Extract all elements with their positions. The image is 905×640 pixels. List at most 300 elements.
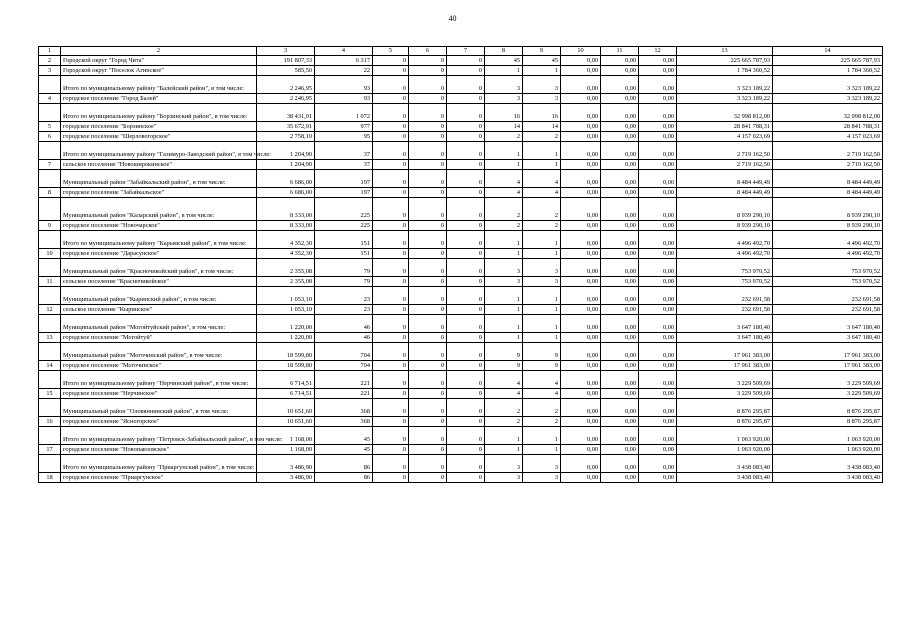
value-cell: 1 [485, 231, 523, 249]
value-cell: 0 [447, 231, 485, 249]
value-cell: 1 063 920,00 [773, 427, 883, 445]
value-cell: 1 [523, 66, 561, 76]
value-cell: 9 [485, 343, 523, 361]
table-row [39, 399, 883, 417]
value-cell: 0 [373, 170, 409, 188]
column-header: 4 [315, 47, 373, 56]
row-number: 17 [39, 445, 61, 455]
municipality-name: городское поселение "Новочарское" [61, 221, 257, 231]
value-cell: 0,00 [601, 361, 639, 371]
value-cell: 0 [409, 188, 447, 198]
value-cell: 1 784 360,52 [773, 66, 883, 76]
value-cell: 0 [409, 389, 447, 399]
value-cell: 4 [485, 371, 523, 389]
value-cell: 0,00 [561, 221, 601, 231]
table-row [39, 287, 883, 305]
value-cell: 95 [315, 132, 373, 142]
value-cell: 0,00 [601, 188, 639, 198]
value-cell: 3 [523, 259, 561, 277]
value-cell: 4 496 492,70 [677, 249, 773, 259]
value-cell: 0 [409, 231, 447, 249]
value-cell: 3 323 189,22 [677, 94, 773, 104]
municipality-name: сельское поселение "Новоширокинское" [61, 160, 257, 170]
value-cell: 1 [485, 287, 523, 305]
municipality-name: Городской округ "Поселок Агинское" [61, 66, 257, 76]
value-cell: 2 719 162,50 [677, 142, 773, 160]
value-cell: 1 072 [315, 104, 373, 122]
table-row [39, 277, 883, 287]
value-cell: 0 [373, 231, 409, 249]
table-row [39, 56, 883, 66]
table-row [39, 142, 883, 160]
value-cell: 232 691,58 [773, 305, 883, 315]
column-header: 12 [639, 47, 677, 56]
value-cell: 191 807,33 [257, 56, 315, 66]
value-cell: 0,00 [639, 188, 677, 198]
value-cell: 0,00 [561, 170, 601, 188]
value-cell: 46 [315, 333, 373, 343]
value-cell: 0,00 [639, 399, 677, 417]
value-cell: 0,00 [639, 361, 677, 371]
value-cell: 3 647 180,40 [677, 315, 773, 333]
table-row [39, 371, 883, 389]
value-cell: 151 [315, 249, 373, 259]
municipality-name: городское поселение "Город Балей" [61, 94, 257, 104]
value-cell: 0 [409, 287, 447, 305]
value-cell: 0,00 [561, 333, 601, 343]
value-cell: 0 [409, 427, 447, 445]
value-cell: 977 [315, 122, 373, 132]
row-number: 3 [39, 66, 61, 76]
value-cell: 585,50 [257, 66, 315, 76]
column-header: 2 [61, 47, 257, 56]
municipality-name: Муниципальный район "Красночикойский район", в том числе: [61, 259, 257, 277]
value-cell: 0 [447, 76, 485, 94]
municipality-name: Муниципальный район "Забайкальский район", в том числе: [61, 170, 257, 188]
row-number: 9 [39, 221, 61, 231]
municipality-name: городское поселение "Могойтуй" [61, 333, 257, 343]
value-cell: 8 939 290,10 [677, 198, 773, 221]
municipality-name: городское поселение "Нерчинское" [61, 389, 257, 399]
value-cell: 8 876 295,87 [677, 417, 773, 427]
value-cell: 2 [485, 399, 523, 417]
municipality-name: городское поселение "Борзинское" [61, 122, 257, 132]
value-cell: 225 [315, 198, 373, 221]
value-cell: 0 [447, 343, 485, 361]
value-cell: 10 651,60 [257, 417, 315, 427]
value-cell: 0,00 [639, 315, 677, 333]
value-cell: 0,00 [561, 473, 601, 483]
value-cell: 0,00 [561, 389, 601, 399]
value-cell: 0,00 [639, 305, 677, 315]
value-cell: 0 [447, 66, 485, 76]
table-row [39, 160, 883, 170]
value-cell: 232 691,58 [677, 305, 773, 315]
row-number: 15 [39, 389, 61, 399]
column-header: 7 [447, 47, 485, 56]
value-cell: 1 063 920,00 [677, 427, 773, 445]
value-cell: 3 [485, 455, 523, 473]
value-cell: 0,00 [639, 445, 677, 455]
value-cell: 0,00 [601, 231, 639, 249]
value-cell: 17 961 383,00 [773, 361, 883, 371]
value-cell: 3 [485, 473, 523, 483]
table-row [39, 122, 883, 132]
value-cell: 3 229 509,69 [677, 371, 773, 389]
value-cell: 79 [315, 277, 373, 287]
value-cell: 0 [373, 417, 409, 427]
value-cell: 4 157 023,69 [677, 132, 773, 142]
value-cell: 2 [485, 221, 523, 231]
value-cell: 0,00 [601, 371, 639, 389]
value-cell: 3 323 189,22 [773, 94, 883, 104]
value-cell: 0,00 [561, 66, 601, 76]
value-cell: 0 [373, 333, 409, 343]
value-cell: 1 [485, 249, 523, 259]
value-cell: 0 [447, 259, 485, 277]
value-cell: 1 784 360,52 [677, 66, 773, 76]
value-cell: 18 599,80 [257, 361, 315, 371]
value-cell: 28 841 788,31 [677, 122, 773, 132]
value-cell: 0 [409, 259, 447, 277]
value-cell: 46 [315, 315, 373, 333]
table-row [39, 389, 883, 399]
value-cell: 3 229 509,69 [773, 389, 883, 399]
value-cell: 753 970,52 [773, 259, 883, 277]
value-cell: 1 [485, 333, 523, 343]
value-cell: 0 [409, 249, 447, 259]
value-cell: 221 [315, 371, 373, 389]
value-cell: 8 876 295,87 [773, 399, 883, 417]
value-cell: 86 [315, 473, 373, 483]
value-cell: 0,00 [601, 66, 639, 76]
row-number [39, 104, 61, 122]
value-cell: 0 [409, 160, 447, 170]
value-cell: 8 484 449,49 [677, 170, 773, 188]
value-cell: 0 [373, 259, 409, 277]
header-row [39, 47, 883, 56]
row-number [39, 76, 61, 94]
value-cell: 0,00 [601, 287, 639, 305]
value-cell: 0 [373, 315, 409, 333]
value-cell: 32 998 812,00 [773, 104, 883, 122]
value-cell: 37 [315, 142, 373, 160]
value-cell: 0 [373, 76, 409, 94]
value-cell: 2 [485, 132, 523, 142]
value-cell: 0 [409, 76, 447, 94]
value-cell: 6 686,00 [257, 188, 315, 198]
value-cell: 17 961 383,00 [677, 343, 773, 361]
value-cell: 3 438 083,40 [677, 473, 773, 483]
table-row [39, 94, 883, 104]
value-cell: 1 [523, 445, 561, 455]
value-cell: 2 719 162,50 [773, 142, 883, 160]
value-cell: 0 [409, 170, 447, 188]
value-cell: 197 [315, 170, 373, 188]
value-cell: 0,00 [639, 94, 677, 104]
value-cell: 0 [447, 417, 485, 427]
value-cell: 2 [523, 221, 561, 231]
value-cell: 3 486,90 [257, 455, 315, 473]
row-number [39, 287, 61, 305]
municipality-name: Городской округ "Город Чита" [61, 56, 257, 66]
value-cell: 0,00 [561, 427, 601, 445]
value-cell: 37 [315, 160, 373, 170]
value-cell: 225 665 787,93 [773, 56, 883, 66]
value-cell: 9 [523, 361, 561, 371]
value-cell: 0 [447, 361, 485, 371]
value-cell: 1 [523, 160, 561, 170]
value-cell: 225 [315, 221, 373, 231]
value-cell: 0,00 [639, 142, 677, 160]
value-cell: 0 [373, 343, 409, 361]
value-cell: 17 961 383,00 [773, 343, 883, 361]
value-cell: 3 486,90 [257, 473, 315, 483]
value-cell: 0 [409, 56, 447, 66]
value-cell: 0,00 [601, 142, 639, 160]
table-row [39, 445, 883, 455]
value-cell: 0 [373, 122, 409, 132]
value-cell: 0,00 [639, 343, 677, 361]
value-cell: 0,00 [639, 371, 677, 389]
value-cell: 3 [485, 259, 523, 277]
value-cell: 0,00 [639, 333, 677, 343]
value-cell: 1 [485, 66, 523, 76]
row-number: 5 [39, 122, 61, 132]
value-cell: 151 [315, 231, 373, 249]
value-cell: 3 438 083,40 [773, 455, 883, 473]
municipality-name: Итого по муниципальному району "Приаргунский район", в том числе: [61, 455, 257, 473]
value-cell: 4 496 492,70 [773, 249, 883, 259]
value-cell: 3 647 180,40 [677, 333, 773, 343]
value-cell: 0,00 [601, 455, 639, 473]
value-cell: 0 [447, 389, 485, 399]
value-cell: 0,00 [639, 221, 677, 231]
value-cell: 0,00 [561, 249, 601, 259]
value-cell: 0 [447, 142, 485, 160]
value-cell: 0,00 [561, 305, 601, 315]
value-cell: 0,00 [601, 104, 639, 122]
value-cell: 0 [447, 170, 485, 188]
value-cell: 0 [447, 132, 485, 142]
value-cell: 2 [523, 132, 561, 142]
value-cell: 17 961 383,00 [677, 361, 773, 371]
value-cell: 4 [523, 188, 561, 198]
table-row [39, 305, 883, 315]
value-cell: 1 168,00 [257, 427, 315, 445]
value-cell: 0,00 [561, 287, 601, 305]
municipality-name: Итого по муниципальному району "Карымский район", в том числе: [61, 231, 257, 249]
municipality-name: Муниципальный район "Оловяннинский район", в том числе: [61, 399, 257, 417]
value-cell: 32 998 812,00 [677, 104, 773, 122]
value-cell: 0,00 [601, 277, 639, 287]
value-cell: 2 355,08 [257, 277, 315, 287]
value-cell: 4 496 492,70 [677, 231, 773, 249]
value-cell: 0,00 [561, 94, 601, 104]
value-cell: 9 [485, 361, 523, 371]
value-cell: 1 [523, 287, 561, 305]
value-cell: 0 [447, 56, 485, 66]
value-cell: 0,00 [639, 198, 677, 221]
value-cell: 0,00 [639, 455, 677, 473]
value-cell: 0 [409, 132, 447, 142]
value-cell: 6 317 [315, 56, 373, 66]
value-cell: 0,00 [601, 122, 639, 132]
value-cell: 0,00 [639, 122, 677, 132]
value-cell: 0 [373, 94, 409, 104]
value-cell: 0,00 [601, 259, 639, 277]
table-row [39, 104, 883, 122]
value-cell: 0,00 [561, 160, 601, 170]
value-cell: 0 [409, 305, 447, 315]
municipality-name: сельское поселение "Кыринское" [61, 305, 257, 315]
value-cell: 232 691,58 [773, 287, 883, 305]
value-cell: 8 876 295,87 [677, 399, 773, 417]
table-row [39, 66, 883, 76]
row-number [39, 399, 61, 417]
value-cell: 3 323 189,22 [677, 76, 773, 94]
value-cell: 1 [485, 315, 523, 333]
value-cell: 0,00 [639, 249, 677, 259]
value-cell: 0,00 [601, 198, 639, 221]
value-cell: 753 970,52 [773, 277, 883, 287]
value-cell: 0 [373, 221, 409, 231]
column-header: 1 [39, 47, 61, 56]
value-cell: 1 [523, 333, 561, 343]
value-cell: 4 496 492,70 [773, 231, 883, 249]
value-cell: 0 [373, 399, 409, 417]
table-row [39, 343, 883, 361]
value-cell: 4 352,30 [257, 249, 315, 259]
value-cell: 0,00 [561, 343, 601, 361]
value-cell: 2 246,95 [257, 76, 315, 94]
value-cell: 16 [523, 104, 561, 122]
value-cell: 45 [315, 427, 373, 445]
value-cell: 0,00 [561, 122, 601, 132]
value-cell: 0,00 [601, 76, 639, 94]
row-number [39, 170, 61, 188]
value-cell: 38 431,01 [257, 104, 315, 122]
table-row [39, 333, 883, 343]
value-cell: 45 [485, 56, 523, 66]
column-header: 13 [677, 47, 773, 56]
value-cell: 3 229 509,69 [677, 389, 773, 399]
value-cell: 0,00 [601, 132, 639, 142]
row-number [39, 455, 61, 473]
value-cell: 1 [485, 305, 523, 315]
table-row [39, 132, 883, 142]
value-cell: 1 [523, 231, 561, 249]
value-cell: 2 [523, 198, 561, 221]
value-cell: 0,00 [561, 315, 601, 333]
value-cell: 2 246,95 [257, 94, 315, 104]
value-cell: 8 333,00 [257, 221, 315, 231]
table-row [39, 315, 883, 333]
value-cell: 79 [315, 259, 373, 277]
value-cell: 0 [409, 104, 447, 122]
value-cell: 1 204,90 [257, 160, 315, 170]
value-cell: 1 [523, 427, 561, 445]
value-cell: 1 204,90 [257, 142, 315, 160]
value-cell: 0 [447, 315, 485, 333]
page-number: 40 [448, 14, 457, 23]
value-cell: 0 [409, 445, 447, 455]
row-number: 8 [39, 188, 61, 198]
value-cell: 197 [315, 188, 373, 198]
value-cell: 4 [485, 188, 523, 198]
value-cell: 704 [315, 343, 373, 361]
value-cell: 0 [447, 221, 485, 231]
municipality-name: Муниципальный район "Кыринский район", в том числе: [61, 287, 257, 305]
value-cell: 0,00 [601, 473, 639, 483]
value-cell: 3 [523, 473, 561, 483]
value-cell: 2 355,08 [257, 259, 315, 277]
row-number [39, 315, 61, 333]
row-number: 7 [39, 160, 61, 170]
row-number: 6 [39, 132, 61, 142]
value-cell: 0 [373, 277, 409, 287]
value-cell: 0 [409, 399, 447, 417]
value-cell: 0,00 [561, 417, 601, 427]
value-cell: 1 [523, 142, 561, 160]
value-cell: 0,00 [639, 170, 677, 188]
value-cell: 6 686,00 [257, 170, 315, 188]
value-cell: 0 [373, 188, 409, 198]
value-cell: 0,00 [601, 445, 639, 455]
table-row [39, 221, 883, 231]
value-cell: 753 970,52 [677, 277, 773, 287]
value-cell: 4 [485, 170, 523, 188]
value-cell: 3 [485, 76, 523, 94]
value-cell: 0 [409, 142, 447, 160]
value-cell: 0 [373, 305, 409, 315]
value-cell: 1 [485, 427, 523, 445]
value-cell: 8 939 290,10 [773, 198, 883, 221]
value-cell: 0 [447, 122, 485, 132]
value-cell: 1 220,00 [257, 333, 315, 343]
value-cell: 0 [447, 305, 485, 315]
value-cell: 1 053,10 [257, 287, 315, 305]
value-cell: 0,00 [639, 104, 677, 122]
value-cell: 368 [315, 399, 373, 417]
value-cell: 0 [447, 473, 485, 483]
value-cell: 8 939 290,10 [677, 221, 773, 231]
value-cell: 0 [373, 445, 409, 455]
value-cell: 0 [409, 198, 447, 221]
column-header: 14 [773, 47, 883, 56]
value-cell: 0 [409, 361, 447, 371]
table-row [39, 76, 883, 94]
value-cell: 0,00 [561, 142, 601, 160]
value-cell: 0,00 [561, 277, 601, 287]
municipality-name: городское поселение "Приаргунское" [61, 473, 257, 483]
value-cell: 0,00 [639, 389, 677, 399]
value-cell: 3 [523, 76, 561, 94]
value-cell: 0,00 [639, 66, 677, 76]
value-cell: 0,00 [601, 305, 639, 315]
value-cell: 18 599,80 [257, 343, 315, 361]
value-cell: 0,00 [639, 473, 677, 483]
value-cell: 4 352,30 [257, 231, 315, 249]
value-cell: 3 [523, 277, 561, 287]
municipality-name: Итого по муниципальному району "Балейский район", в том числе: [61, 76, 257, 94]
value-cell: 0,00 [601, 399, 639, 417]
value-cell: 368 [315, 417, 373, 427]
municipality-name: городское поселение "Новопавловское" [61, 445, 257, 455]
value-cell: 0 [409, 66, 447, 76]
value-cell: 2 [523, 417, 561, 427]
value-cell: 1 220,00 [257, 315, 315, 333]
